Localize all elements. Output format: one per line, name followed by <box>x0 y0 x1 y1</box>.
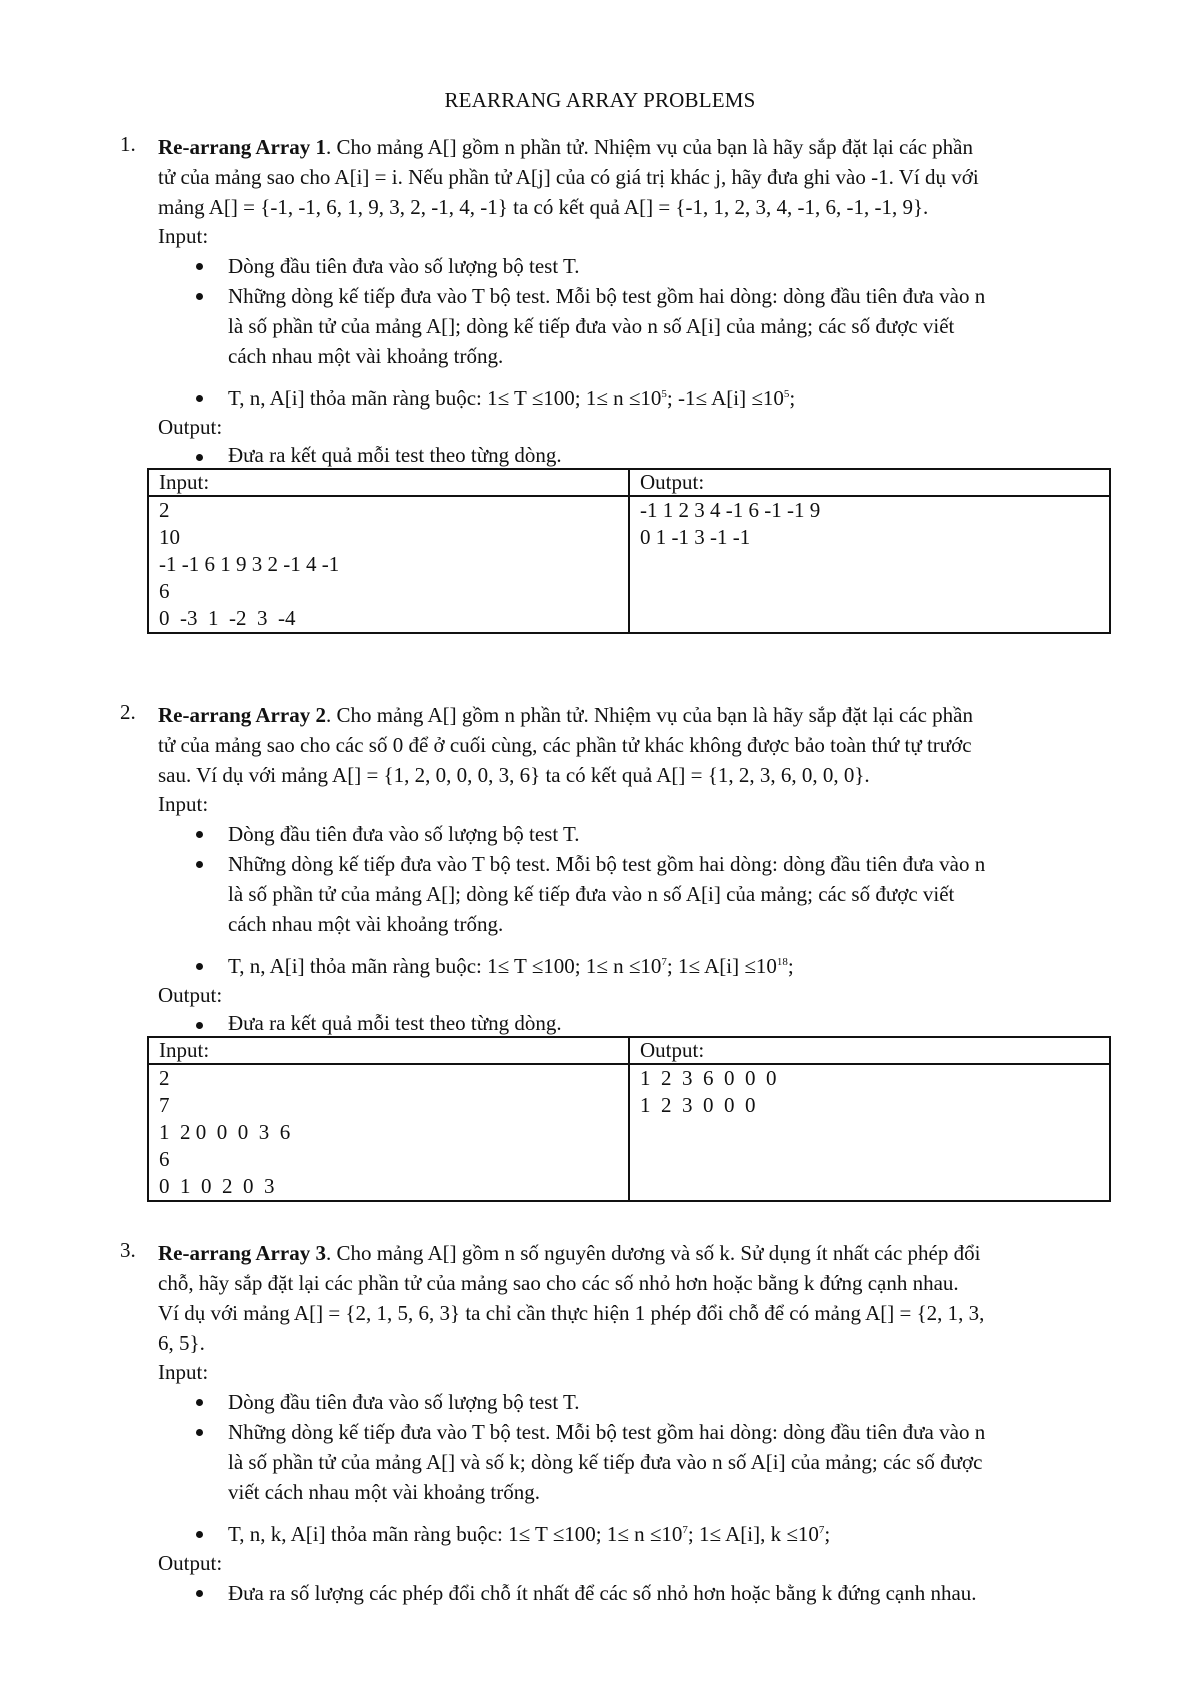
table-cell-input: 2 10 -1 -1 6 1 9 3 2 -1 4 -1 6 0 -3 1 -2 3 -4 <box>148 496 629 633</box>
table-cell-input: 2 7 1 2 0 0 0 3 6 6 0 1 0 2 0 3 <box>148 1064 629 1201</box>
example-table-2 <box>147 1036 1111 1202</box>
list-item: Những dòng kế tiếp đưa vào T bộ test. Mỗi bộ test gồm hai dòng: dòng đầu tiên đưa vào n là số phần tử của mảng A[]; dòng kế tiếp đưa vào n số A[i] của mảng; các số được viết cách nhau một vài khoảng trống. <box>228 849 1120 939</box>
output-label: Output: <box>158 983 223 1007</box>
problem-1-description: 1. Re-arrang Array 1. Cho mảng A[] gồm n phần tử. Nhiệm vụ của bạn là hãy sắp đặt lại các phần tử của mảng sao cho A[i] = i. Nếu phần tử A[j] của có giá trị khác j, hãy đưa ghi vào -1. Ví dụ với mảng A[] = {-1, -1, 6, 1, 9, 3, 2, -1, 4, -1} ta có kết quả A[] = {-1, 1, 2, 3, 4, -1, 6, -1, -1, 9}. <box>120 132 979 219</box>
problem-3-description: 3. Re-arrang Array 3. Cho mảng A[] gồm n số nguyên dương và số k. Sử dụng ít nhất các phép đổi chỗ, hãy sắp đặt lại các phần tử của mảng sao cho các số nhỏ hơn hoặc bằng k đứng cạnh nhau. Ví dụ với mảng A[] = {2, 1, 5, 6, 3} ta chỉ cần thực hiện 1 phép đổi chỗ để có mảng A[] = {2, 1, 3, 6, 5}. <box>120 1238 985 1355</box>
input-bullets <box>120 819 1120 981</box>
list-item: Dòng đầu tiên đưa vào số lượng bộ test T. <box>228 819 1120 849</box>
constraint-item: T, n, A[i] thỏa mãn ràng buộc: 1≤ T ≤100; $1\le n \le 10^5$; $-1\le A[i] \le 10^5$; <box>228 383 1120 413</box>
list-item: Đưa ra số lượng các phép đổi chỗ ít nhất để các số nhỏ hơn hoặc bằng k đứng cạnh nhau. <box>228 1578 1120 1608</box>
output-bullets <box>120 1578 1120 1608</box>
table-header-output: Output: <box>629 1037 1110 1064</box>
list-item: Đưa ra kết quả mỗi test theo từng dòng. <box>228 442 1120 468</box>
list-item: Dòng đầu tiên đưa vào số lượng bộ test T. <box>228 251 1120 281</box>
input-bullets <box>120 1387 1120 1549</box>
output-bullets <box>120 442 1120 468</box>
table-cell-output: 1 2 3 6 0 0 0 1 2 3 0 0 0 <box>629 1064 1110 1201</box>
problem-2-name: Re-arrang Array 2 <box>158 703 326 727</box>
problem-3-number: 3. <box>120 1238 136 1262</box>
list-item: Những dòng kế tiếp đưa vào T bộ test. Mỗi bộ test gồm hai dòng: dòng đầu tiên đưa vào n là số phần tử của mảng A[] và số k; dòng kế tiếp đưa vào n số A[i] của mảng; các số được viết cách nhau một vài khoảng trống. <box>228 1417 1120 1507</box>
input-label: Input: <box>158 792 209 816</box>
problem-3-name: Re-arrang Array 3 <box>158 1241 326 1265</box>
problem-3 <box>120 1238 1120 1608</box>
constraint-item: T, n, k, A[i] thỏa mãn ràng buộc: 1≤ T ≤100; $1\le n \le 10^7$; 1≤ A[i], $k \le 10^7$; <box>228 1519 1120 1549</box>
input-bullets <box>120 251 1120 413</box>
output-label: Output: <box>158 415 223 439</box>
list-item: Dòng đầu tiên đưa vào số lượng bộ test T. <box>228 1387 1120 1417</box>
constraint-item: T, n, A[i] thỏa mãn ràng buộc: 1≤ T ≤100; $1\le n \le 10^7$; $1\le A[i] \le 10^{18}$; <box>228 951 1120 981</box>
problem-1-number: 1. <box>120 132 136 156</box>
problem-1 <box>120 132 1120 634</box>
table-header-output: Output: <box>629 469 1110 496</box>
input-label: Input: <box>158 224 209 248</box>
table-cell-output: -1 1 2 3 4 -1 6 -1 -1 9 0 1 -1 3 -1 -1 <box>629 496 1110 633</box>
list-item: Đưa ra kết quả mỗi test theo từng dòng. <box>228 1010 1120 1036</box>
document-title: REARRANG ARRAY PROBLEMS <box>444 88 756 112</box>
table-header-input: Input: <box>148 1037 629 1064</box>
problem-1-name: Re-arrang Array 1 <box>158 135 326 159</box>
output-label: Output: <box>158 1551 223 1575</box>
input-label: Input: <box>158 1360 209 1384</box>
list-item: Những dòng kế tiếp đưa vào T bộ test. Mỗi bộ test gồm hai dòng: dòng đầu tiên đưa vào n là số phần tử của mảng A[]; dòng kế tiếp đưa vào n số A[i] của mảng; các số được viết cách nhau một vài khoảng trống. <box>228 281 1120 371</box>
problem-2-description: 2. Re-arrang Array 2. Cho mảng A[] gồm n phần tử. Nhiệm vụ của bạn là hãy sắp đặt lại các phần tử của mảng sao cho các số 0 để ở cuối cùng, các phần tử khác không được bảo toàn thứ tự trước sau. Ví dụ với mảng A[] = {1, 2, 0, 0, 0, 3, 6} ta có kết quả A[] = {1, 2, 3, 6, 0, 0, 0}. <box>120 700 973 787</box>
table-header-input: Input: <box>148 469 629 496</box>
example-table-1 <box>147 468 1111 634</box>
problem-2 <box>120 700 1120 1202</box>
output-bullets <box>120 1010 1120 1036</box>
problem-2-number: 2. <box>120 700 136 724</box>
